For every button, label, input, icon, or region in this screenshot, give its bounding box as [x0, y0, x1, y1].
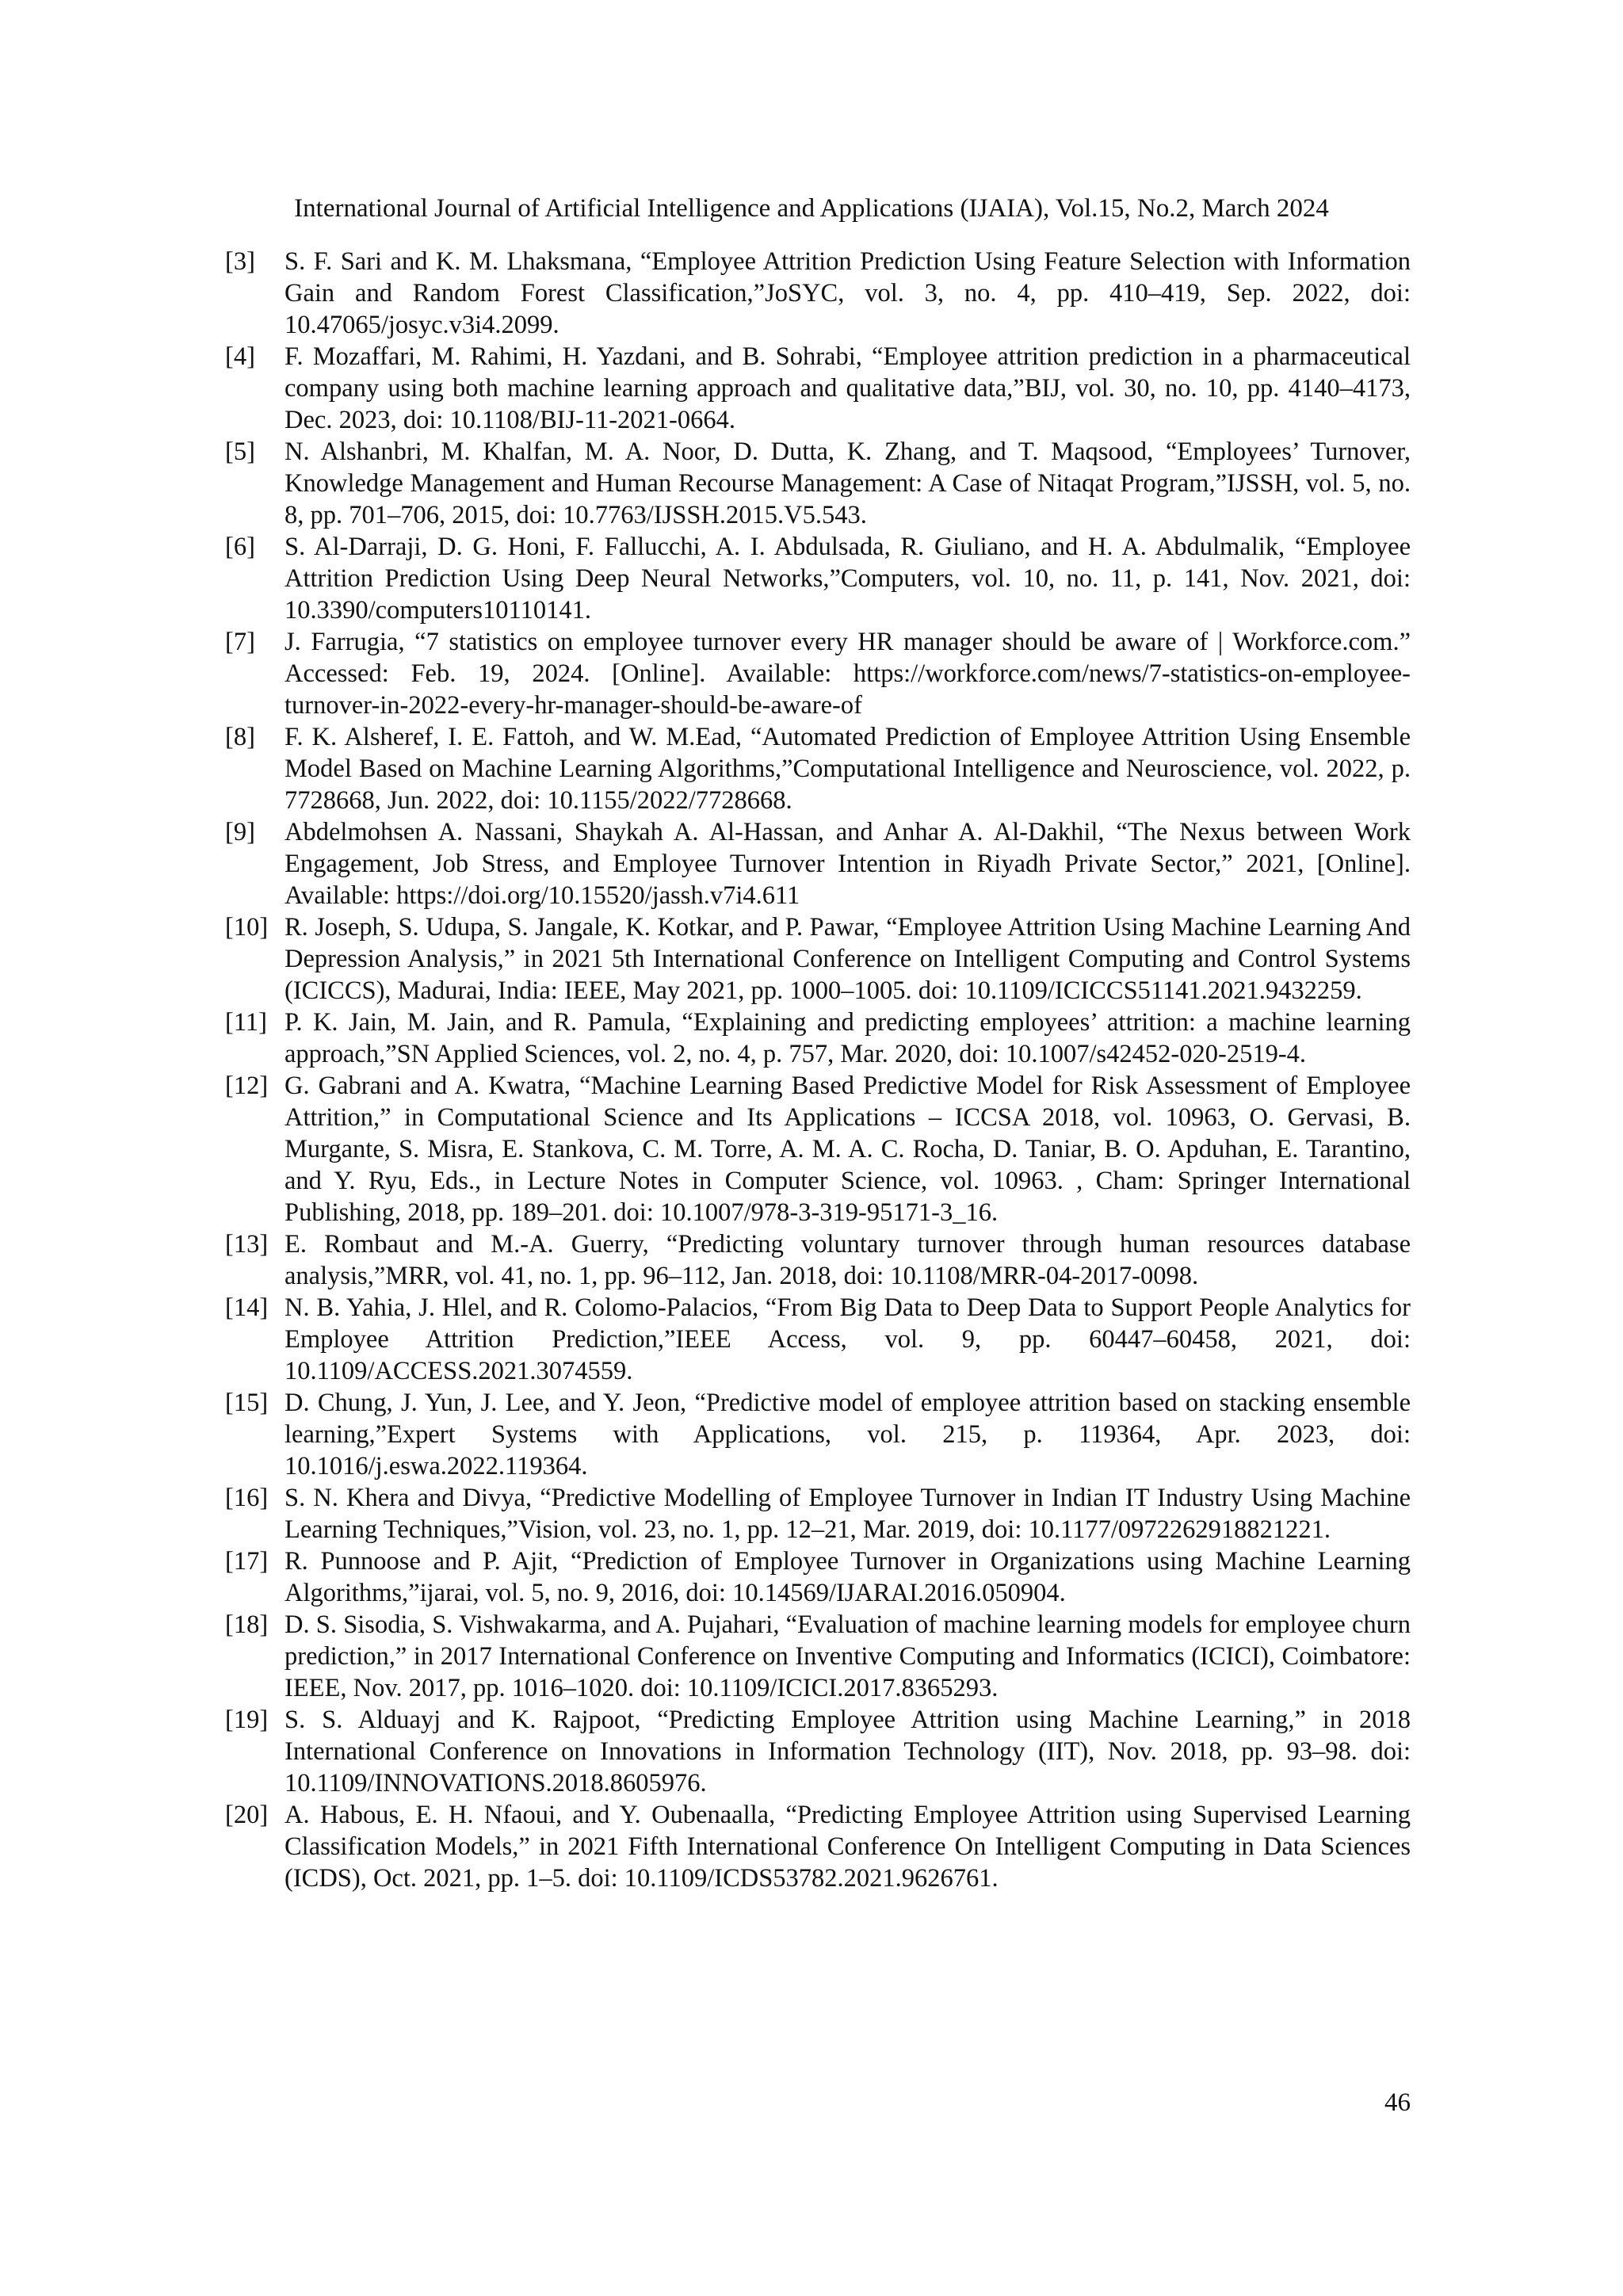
reference-number: [15]: [225, 1389, 269, 1417]
reference-text: R. Punnoose and P. Ajit, “Prediction of Employee Turnover in Organizations using Machine Learning Algorithms,”ijarai, vol. 5, no. 9, 2016, doi: 10.14569/IJARAI.2016.050904.: [285, 1547, 1411, 1607]
reference-text: D. Chung, J. Yun, J. Lee, and Y. Jeon, “Predictive model of employee attrition based on stacking ensemble learning,”Expert Systems with Applications, vol. 215, p. 119364, Apr. 2023, doi: 10.1016/j.eswa.2022.119364.: [285, 1389, 1411, 1480]
reference-number: [9]: [225, 818, 255, 846]
reference-item: [225, 1704, 1411, 1799]
reference-number: [4]: [225, 342, 255, 371]
reference-text: S. Al-Darraji, D. G. Honi, F. Fallucchi, A. I. Abdulsada, R. Giuliano, and H. A. Abdulmalik, “Employee Attrition Prediction Using Deep Neural Networks,”Computers, vol. 10, no. 11, p. 141, Nov. 2021, doi: 10.3390/computers10110141.: [285, 533, 1411, 625]
reference-text: S. N. Khera and Divya, “Predictive Modelling of Employee Turnover in Indian IT Industry Using Machine Learning Techniques,”Vision, vol. 23, no. 1, pp. 12–21, Mar. 2019, doi: 10.1177/0972262918821221.: [285, 1484, 1411, 1544]
reference-item: [225, 816, 1411, 911]
reference-text: S. F. Sari and K. M. Lhaksmana, “Employee Attrition Prediction Using Feature Selection with Information Gain and Random Forest Classification,”JoSYC, vol. 3, no. 4, pp. 410–419, Sep. 2022, doi: 10.47065/josyc.v3i4.2099.: [285, 247, 1411, 339]
reference-text: E. Rombaut and M.-A. Guerry, “Predicting voluntary turnover through human resources database analysis,”MRR, vol. 41, no. 1, pp. 96–112, Jan. 2018, doi: 10.1108/MRR-04-2017-0098.: [285, 1230, 1411, 1290]
reference-item: [225, 1228, 1411, 1292]
reference-text: N. Alshanbri, M. Khalfan, M. A. Noor, D. Dutta, K. Zhang, and T. Maqsood, “Employees’ Turnover, Knowledge Management and Human Recourse Management: A Case of Nitaqat Program,”IJSSH, vol. 5, no. 8, pp. 701–706, 2015, doi: 10.7763/IJSSH.2015.V5.543.: [285, 437, 1411, 529]
reference-number: [3]: [225, 247, 255, 276]
reference-number: [16]: [225, 1484, 269, 1512]
reference-number: [8]: [225, 723, 255, 751]
reference-number: [19]: [225, 1706, 269, 1734]
reference-number: [17]: [225, 1547, 269, 1576]
reference-item: [225, 1545, 1411, 1609]
reference-number: [10]: [225, 913, 269, 942]
reference-item: [225, 341, 1411, 436]
reference-item: [225, 531, 1411, 626]
reference-number: [20]: [225, 1801, 269, 1829]
reference-text: D. S. Sisodia, S. Vishwakarma, and A. Pujahari, “Evaluation of machine learning models for employee churn prediction,” in 2017 International Conference on Inventive Computing and Informatics (ICICI), Coimbatore: IEEE, Nov. 2017, pp. 1016–1020. doi: 10.1109/ICICI.2017.8365293.: [285, 1610, 1411, 1702]
reference-item: [225, 1799, 1411, 1894]
reference-text: F. Mozaffari, M. Rahimi, H. Yazdani, and B. Sohrabi, “Employee attrition prediction in a pharmaceutical company using both machine learning approach and qualitative data,”BIJ, vol. 30, no. 10, pp. 4140–4173, Dec. 2023, doi: 10.1108/BIJ-11-2021-0664.: [285, 342, 1411, 434]
reference-text: R. Joseph, S. Udupa, S. Jangale, K. Kotkar, and P. Pawar, “Employee Attrition Using Machine Learning And Depression Analysis,” in 2021 5th International Conference on Intelligent Computing and Control Systems (ICICCS), Madurai, India: IEEE, May 2021, pp. 1000–1005. doi: 10.1109/ICICCS51141.2021.9432259.: [285, 913, 1411, 1005]
reference-text: J. Farrugia, “7 statistics on employee turnover every HR manager should be aware of | Workforce.com.” Accessed: Feb. 19, 2024. [Online]. Available: https://workforce.com/news/7-statistics-on-employee-turnover-in-2022-every-hr-manager-should-be-aware-of: [285, 628, 1411, 720]
reference-item: [225, 1387, 1411, 1482]
reference-item: [225, 1007, 1411, 1070]
reference-number: [11]: [225, 1008, 267, 1037]
journal-header: International Journal of Artificial Intelligence and Applications (IJAIA), Vol.15, No.2, March 2024: [294, 194, 1329, 223]
reference-item: [225, 1482, 1411, 1545]
reference-item: [225, 911, 1411, 1007]
reference-number: [18]: [225, 1610, 269, 1639]
reference-item: [225, 1070, 1411, 1228]
reference-text: N. B. Yahia, J. Hlel, and R. Colomo-Palacios, “From Big Data to Deep Data to Support People Analytics for Employee Attrition Prediction,”IEEE Access, vol. 9, pp. 60447–60458, 2021, doi: 10.1109/ACCESS.2021.3074559.: [285, 1293, 1411, 1385]
reference-number: [14]: [225, 1293, 269, 1322]
reference-text: F. K. Alsheref, I. E. Fattoh, and W. M.Ead, “Automated Prediction of Employee Attrition Using Ensemble Model Based on Machine Learning Algorithms,”Computational Intelligence and Neuroscience, vol. 2022, p. 7728668, Jun. 2022, doi: 10.1155/2022/7728668.: [285, 723, 1411, 815]
reference-number: [12]: [225, 1072, 269, 1100]
reference-item: [225, 626, 1411, 721]
page-number: 46: [1384, 2088, 1411, 2117]
reference-item: [225, 436, 1411, 531]
reference-item: [225, 246, 1411, 341]
reference-text: Abdelmohsen A. Nassani, Shaykah A. Al-Hassan, and Anhar A. Al-Dakhil, “The Nexus between Work Engagement, Job Stress, and Employee Turnover Intention in Riyadh Private Sector,” 2021, [Online]. Available: https://doi.org/10.15520/jassh.v7i4.611: [285, 818, 1411, 910]
reference-text: S. S. Alduayj and K. Rajpoot, “Predicting Employee Attrition using Machine Learning,” in 2018 International Conference on Innovations in Information Technology (IIT), Nov. 2018, pp. 93–98. doi: 10.1109/INNOVATIONS.2018.8605976.: [285, 1706, 1411, 1797]
reference-number: [13]: [225, 1230, 269, 1259]
reference-item: [225, 721, 1411, 816]
reference-number: [6]: [225, 533, 255, 561]
reference-text: A. Habous, E. H. Nfaoui, and Y. Oubenaalla, “Predicting Employee Attrition using Supervised Learning Classification Models,” in 2021 Fifth International Conference On Intelligent Computing in Data Sciences (ICDS), Oct. 2021, pp. 1–5. doi: 10.1109/ICDS53782.2021.9626761.: [285, 1801, 1411, 1893]
reference-number: [7]: [225, 628, 255, 656]
reference-text: P. K. Jain, M. Jain, and R. Pamula, “Explaining and predicting employees’ attrition: a machine learning approach,”SN Applied Sciences, vol. 2, no. 4, p. 757, Mar. 2020, doi: 10.1007/s42452-020-2519-4.: [285, 1008, 1411, 1068]
reference-text: G. Gabrani and A. Kwatra, “Machine Learning Based Predictive Model for Risk Assessment of Employee Attrition,” in Computational Science and Its Applications – ICCSA 2018, vol. 10963, O. Gervasi, B. Murgante, S. Misra, E. Stankova, C. M. Torre, A. M. A. C. Rocha, D. Taniar, B. O. Apduhan, E. Tarantino, and Y. Ryu, Eds., in Lecture Notes in Computer Science, vol. 10963. , Cham: Springer International Publishing, 2018, pp. 189–201. doi: 10.1007/978-3-319-95171-3_16.: [285, 1072, 1411, 1227]
reference-list: [225, 246, 1411, 1894]
reference-item: [225, 1292, 1411, 1387]
reference-item: [225, 1609, 1411, 1704]
reference-number: [5]: [225, 437, 255, 466]
